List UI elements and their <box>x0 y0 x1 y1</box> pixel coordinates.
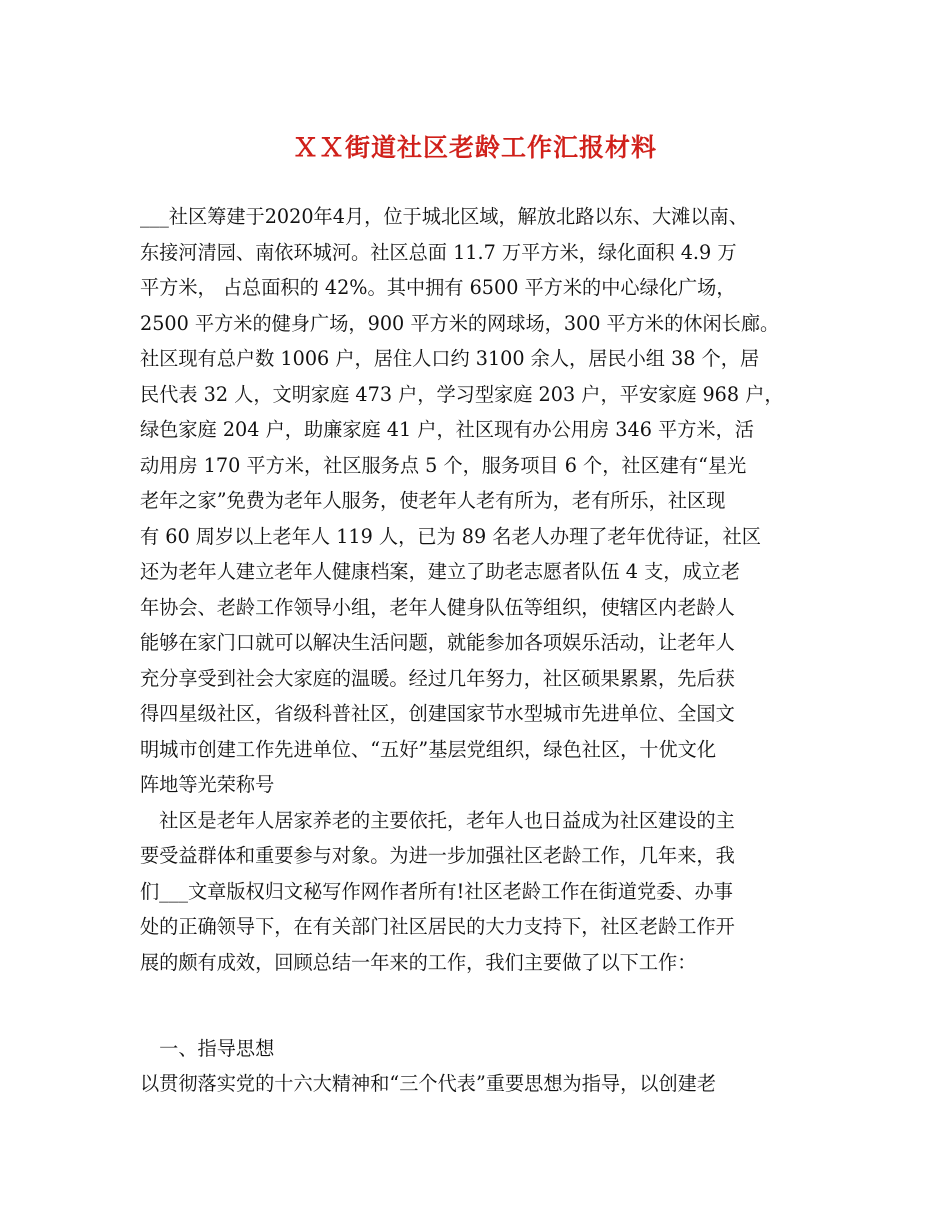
paragraph-line: 社区现有总户数 1006 户，居住人口约 3100 余人，居民小组 38 个，居 <box>140 347 760 370</box>
paragraph-line: 东接河清园、南依环城河。社区总面 11.7 万平方米，绿化面积 4.9 万 <box>140 240 737 264</box>
paragraph-line: 社区是老年人居家养老的主要依托，老年人也日益成为社区建设的主 <box>140 808 735 832</box>
paragraph-line: 以贯彻落实党的十六大精神和“三个代表”重要思想为指导，以创建老 <box>140 1072 717 1095</box>
paragraph-line: 老年之家”免费为老年人服务，使老年人老有所为，老有所乐，社区现 <box>140 489 726 512</box>
document-title: ＸＸ街道社区老龄工作汇报材料 <box>292 133 657 162</box>
paragraph-line: 要受益群体和重要参与对象。为进一步加强社区老龄工作，几年来，我 <box>140 844 735 867</box>
paragraph-line: 2500 平方米的健身广场，900 平方米的网球场，300 平方米的休闲长廊。 <box>140 311 780 335</box>
paragraph-line: 还为老年人建立老年人健康档案，建立了助老志愿者队伍 4 支，成立老 <box>140 560 741 583</box>
paragraph-line: 平方米， 占总面积的 42%。其中拥有 6500 平方米的中心绿化广场， <box>140 276 736 299</box>
paragraph-line: 展的颇有成效，回顾总结一年来的工作，我们主要做了以下工作： <box>140 950 697 974</box>
paragraph-line: 明城市创建工作先进单位、“五好”基层党组织，绿色社区，十优文化 <box>140 737 717 761</box>
paragraph-line: 充分享受到社会大家庭的温暖。经过几年努力，社区硕果累累，先后获 <box>140 666 735 690</box>
paragraph-line: 们___文章版权归文秘写作网作者所有!社区老龄工作在街道党委、办事 <box>140 879 733 903</box>
paragraph-line: 处的正确领导下，在有关部门社区居民的大力支持下，社区老龄工作开 <box>140 915 735 938</box>
paragraph-line: 民代表 32 人，文明家庭 473 户，学习型家庭 203 户，平安家庭 968 户， <box>140 382 784 406</box>
paragraph-line: 有 60 周岁以上老年人 119 人，已为 89 名老人办理了老年优待证，社区 <box>140 524 761 548</box>
paragraph-line: 能够在家门口就可以解决生活问题，就能参加各项娱乐活动，让老年人 <box>140 631 735 654</box>
paragraph-line: 年协会、老龄工作领导小组，老年人健身队伍等组织，使辖区内老龄人 <box>140 595 735 619</box>
paragraph-line: 阵地等光荣称号 <box>140 773 275 796</box>
paragraph-line: 绿色家庭 204 户，助廉家庭 41 户，社区现有办公用房 346 平方米，活 <box>140 418 754 441</box>
paragraph-line: 动用房 170 平方米，社区服务点 5 个，服务项目 6 个，社区建有“星光 <box>140 453 747 477</box>
paragraph-line: 得四星级社区，省级科普社区，创建国家节水型城市先进单位、全国文 <box>140 702 735 725</box>
paragraph-line: ___社区筹建于2020年4月，位于城北区域，解放北路以东、大滩以南、 <box>140 205 748 228</box>
section-heading: 一、指导思想 <box>140 1037 275 1060</box>
